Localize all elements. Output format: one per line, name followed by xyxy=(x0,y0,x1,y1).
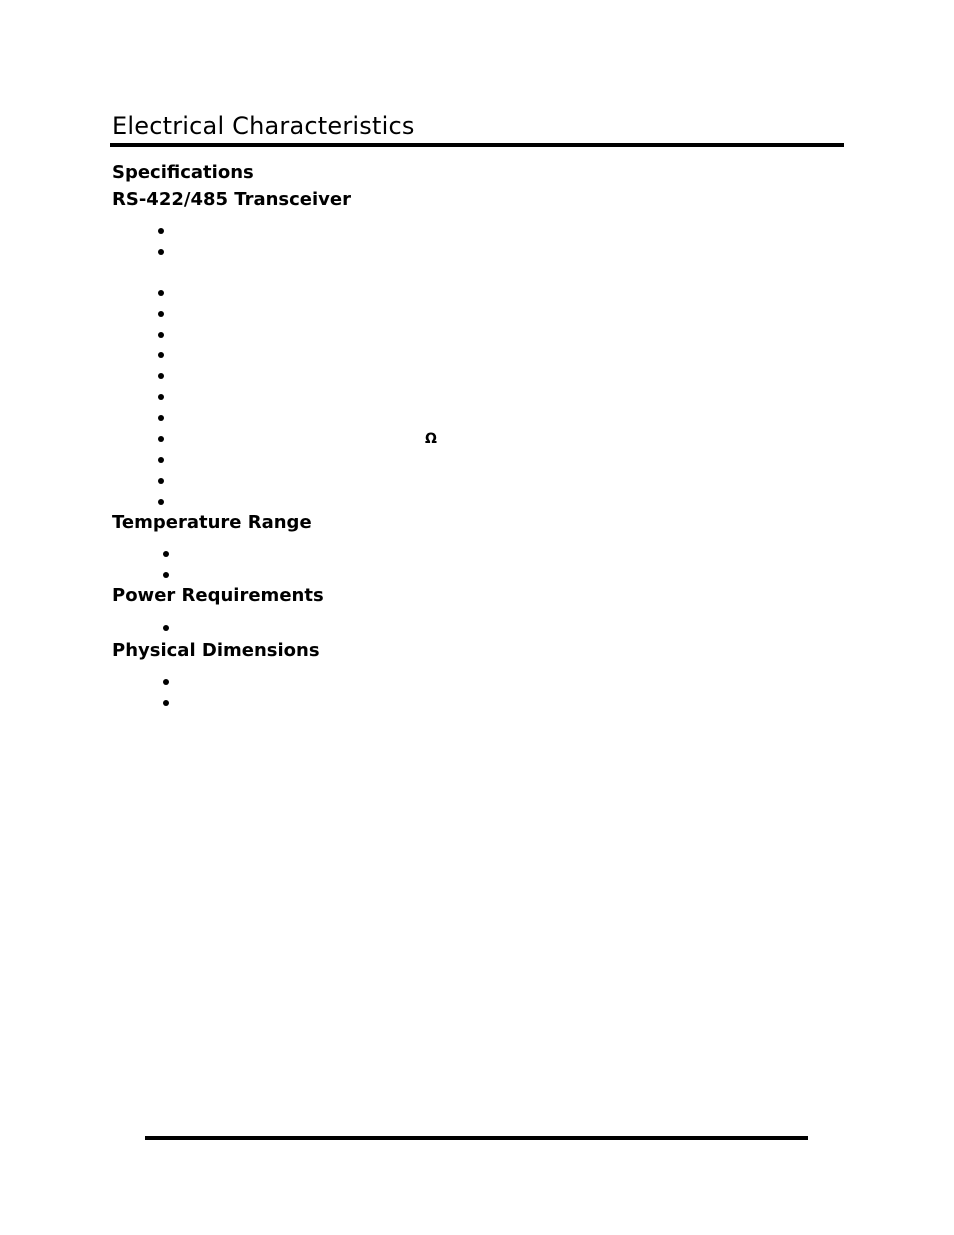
list-item xyxy=(158,311,164,317)
title-divider xyxy=(110,143,844,147)
list-item xyxy=(163,679,169,685)
temperature-heading: Temperature Range xyxy=(112,512,312,533)
list-item xyxy=(163,572,169,578)
page-title: Electrical Characteristics xyxy=(112,112,415,140)
list-item xyxy=(158,352,164,358)
list-item xyxy=(158,499,164,505)
list-item xyxy=(158,478,164,484)
physical-heading: Physical Dimensions xyxy=(112,640,320,661)
list-item xyxy=(163,700,169,706)
list-item xyxy=(158,228,164,234)
list-item xyxy=(158,415,164,421)
footer-divider xyxy=(145,1136,808,1140)
list-item xyxy=(158,394,164,400)
list-item xyxy=(158,332,164,338)
list-item xyxy=(158,457,164,463)
ohm-symbol: Ω xyxy=(425,431,437,447)
list-item xyxy=(158,373,164,379)
power-heading: Power Requirements xyxy=(112,585,324,606)
list-item xyxy=(158,249,164,255)
list-item xyxy=(163,551,169,557)
list-item xyxy=(163,625,169,631)
transceiver-heading: RS-422/485 Transceiver xyxy=(112,189,352,210)
list-item xyxy=(158,290,164,296)
list-item xyxy=(158,436,164,442)
specifications-heading: Specifications xyxy=(112,162,254,183)
